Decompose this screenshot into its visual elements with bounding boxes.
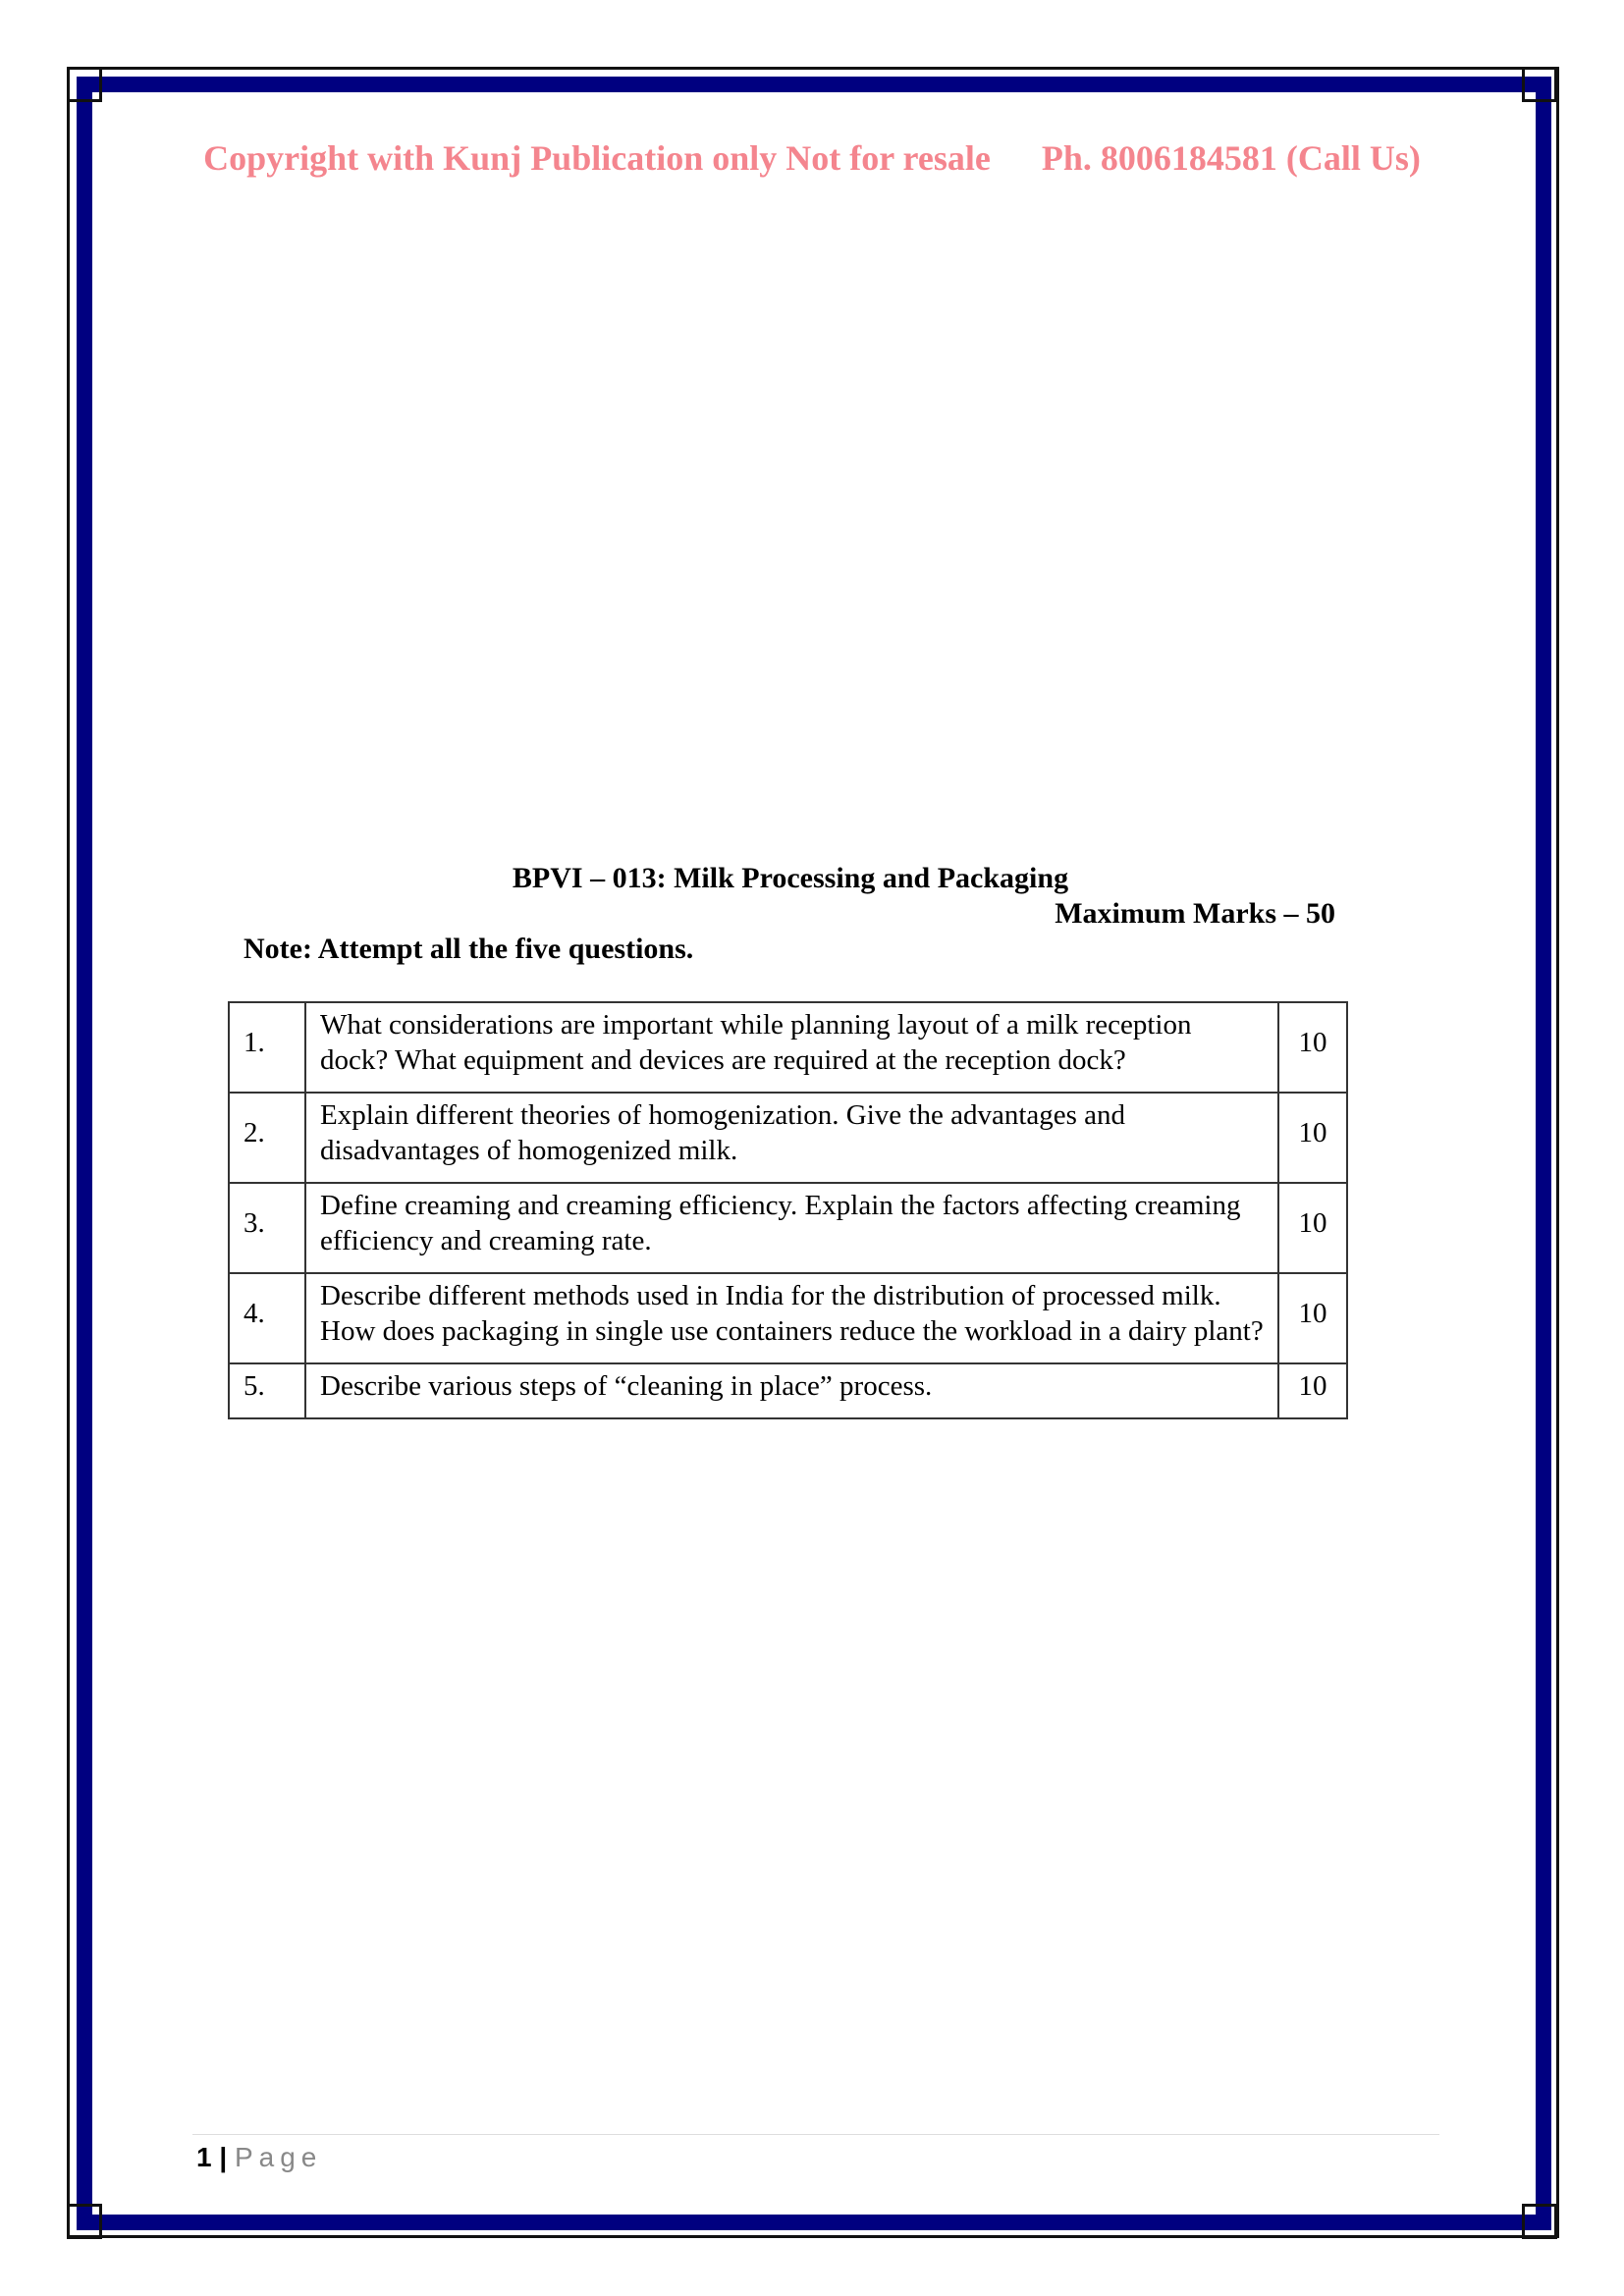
page-footer — [196, 2142, 322, 2173]
table-row — [229, 1273, 1347, 1363]
table-row — [229, 1093, 1347, 1183]
copyright-text: Copyright with Kunj Publication only Not for resale — [203, 138, 991, 178]
questions-table — [228, 1001, 1348, 1419]
table-row — [229, 1002, 1347, 1093]
page-number: 1 — [196, 2142, 212, 2172]
corner-ornament — [67, 67, 102, 102]
corner-ornament — [1522, 67, 1557, 102]
footer-divider — [192, 2134, 1439, 2135]
corner-ornament — [1522, 2204, 1557, 2239]
maximum-marks: Maximum Marks – 50 — [1055, 897, 1335, 930]
question-marks: 10 — [1278, 1183, 1347, 1273]
footer-separator: | — [219, 2142, 228, 2172]
question-text: What considerations are important while planning layout of a milk reception dock? What equipment and devices are required at the reception dock? — [305, 1002, 1278, 1093]
corner-ornament — [67, 2204, 102, 2239]
copyright-header — [0, 137, 1624, 179]
question-number: 2. — [229, 1093, 305, 1183]
question-number: 5. — [229, 1363, 305, 1418]
question-number: 1. — [229, 1002, 305, 1093]
question-marks: 10 — [1278, 1273, 1347, 1363]
table-row — [229, 1183, 1347, 1273]
page-label: Page — [234, 2142, 323, 2172]
question-marks: 10 — [1278, 1002, 1347, 1093]
table-row — [229, 1363, 1347, 1418]
question-text: Describe different methods used in India for the distribution of processed milk. How does packaging in single use containers reduce the workload in a dairy plant? — [305, 1273, 1278, 1363]
question-text: Describe various steps of “cleaning in place” process. — [305, 1363, 1278, 1418]
question-marks: 10 — [1278, 1093, 1347, 1183]
exam-note: Note: Attempt all the five questions. — [244, 933, 694, 965]
question-text: Explain different theories of homogenization. Give the advantages and disadvantages of homogenized milk. — [305, 1093, 1278, 1183]
question-marks: 10 — [1278, 1363, 1347, 1418]
phone-text: Ph. 8006184581 (Call Us) — [1041, 138, 1421, 178]
exam-title: BPVI – 013: Milk Processing and Packaging — [512, 862, 1069, 894]
question-text: Define creaming and creaming efficiency. Explain the factors affecting creaming efficiency and creaming rate. — [305, 1183, 1278, 1273]
question-number: 3. — [229, 1183, 305, 1273]
question-number: 4. — [229, 1273, 305, 1363]
